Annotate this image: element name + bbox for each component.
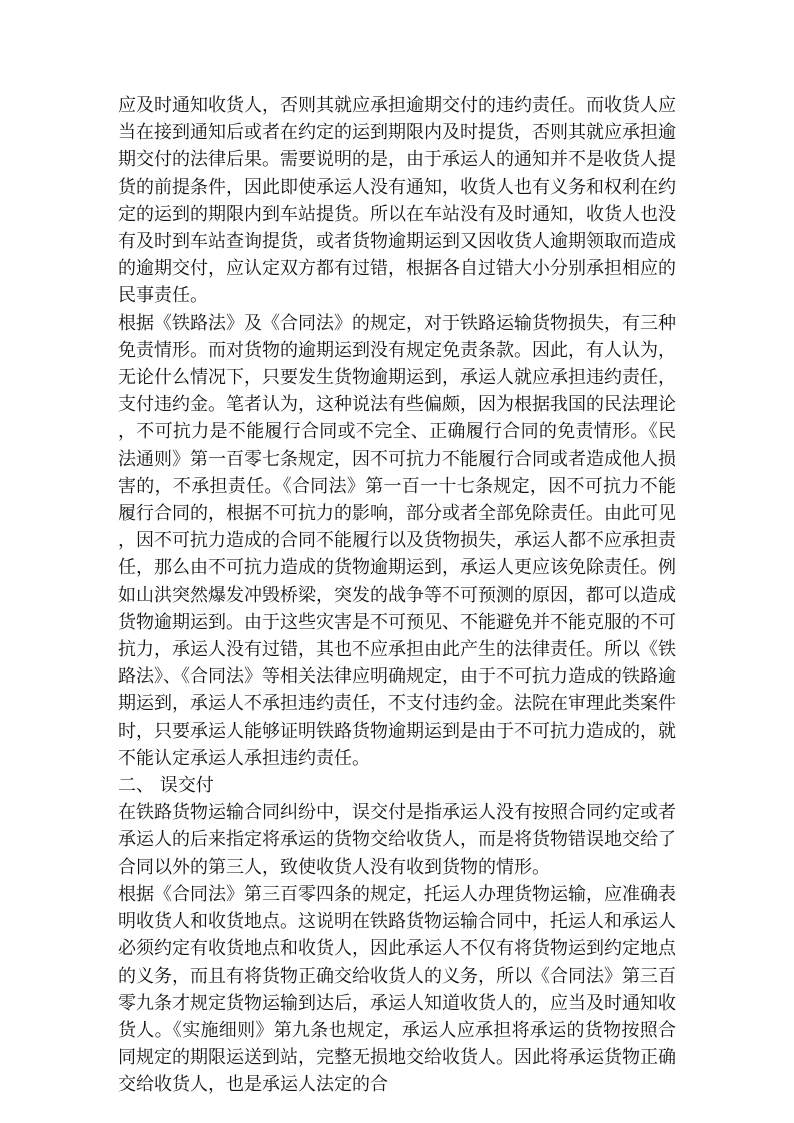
- paragraph-3: 在铁路货物运输合同纠纷中，误交付是指承运人没有按照合同约定或者承运人的后来指定将承运的货物交给收货人，而是将货物错误地交给了合同以外的第三人，致使收货人没有收到货物的情形。: [118, 802, 676, 878]
- paragraph-1: 应及时通知收货人，否则其就应承担逾期交付的违约责任。而收货人应当在接到通知后或者在约定的运到期限内及时提货，否则其就应承担逾期交付的法律后果。需要说明的是，由于承运人的通知并不是收货人提货的前提条件，因此即使承运人没有通知，收货人也有义务和权利在约定的运到的期限内到车站提货。所以在车站没有及时通知，收货人也没有及时到车站查询提货，或者货物逾期运到又因收货人逾期领取而造成的逾期交付，应认定双方都有过错，根据各自过错大小分别承担相应的民事责任。: [118, 95, 676, 307]
- section-heading: 二、 误交付: [118, 775, 214, 797]
- paragraph-2: 根据《铁路法》及《合同法》的规定，对于铁路运输货物损失，有三种免责情形。而对货物的逾期运到没有规定免责条款。因此，有人认为，无论什么情况下，只要发生货物逾期运到，承运人就应承担违约责任，支付违约金。笔者认为，这种说法有些偏颇，因为根据我国的民法理论，不可抗力是不能履行合同或不完全、正确履行合同的免责情形。《民法通则》第一百零七条规定，因不可抗力不能履行合同或者造成他人损害的，不承担责任。《合同法》第一百一十七条规定，因不可抗力不能履行合同的，根据不可抗力的影响，部分或者全部免除责任。由此可见，因不可抗力造成的合同不能履行以及货物损失，承运人都不应承担责任，那么由不可抗力造成的货物逾期运到，承运人更应该免除责任。例如山洪突然爆发冲毁桥梁，突发的战争等不可预测的原因，都可以造成货物逾期运到。由于这些灾害是不可预见、不能避免并不能克服的不可抗力，承运人没有过错，其也不应承担由此产生的法律责任。所以《铁路法》、《合同法》等相关法律应明确规定，由于不可抗力造成的铁路逾期运到，承运人不承担违约责任，不支付违约金。法院在审理此类案件时，只要承运人能够证明铁路货物逾期运到是由于不可抗力造成的，就不能认定承运人承担违约责任。: [118, 312, 676, 769]
- document-body: [118, 92, 676, 1099]
- paragraph-4: 根据《合同法》第三百零四条的规定，托运人办理货物运输，应准确表明收货人和收货地点。这说明在铁路货物运输合同中，托运人和承运人必须约定有收货地点和收货人，因此承运人不仅有将货物运到约定地点的义务，而且有将货物正确交给收货人的义务，所以《合同法》第三百零九条才规定货物运输到达后，承运人知道收货人的，应当及时通知收货人。《实施细则》第九条也规定，承运人应承担将承运的货物按照合同规定的期限运送到站，完整无损地交给收货人。因此将承运货物正确交给收货人，也是承运人法定的合: [118, 883, 676, 1096]
